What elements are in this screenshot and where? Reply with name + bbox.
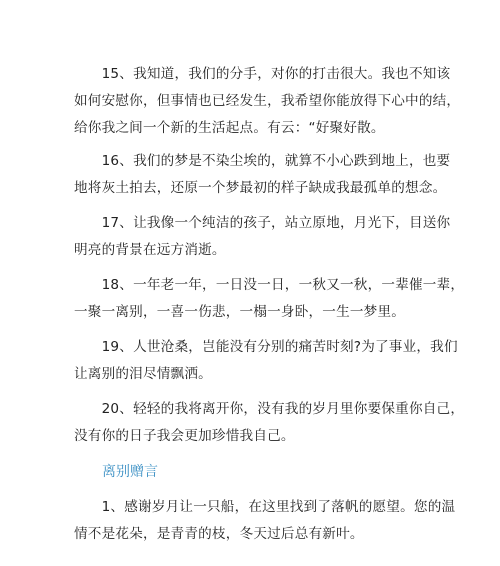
paragraph-line: 一聚一离别，一喜一伤悲，一榻一身卧，一生一梦里。 (74, 304, 406, 320)
paragraph-line: 15、我知道，我们的分手，对你的打击很大。我也不知该 (74, 66, 451, 82)
paragraph-line: 17、让我像一个纯洁的孩子，站立原地，月光下，目送你 (74, 215, 451, 231)
section-heading: 离别赠言 (102, 464, 158, 480)
paragraph-line: 让离别的泪尽情飘洒。 (74, 366, 212, 382)
paragraph-line: 1、感谢岁月让一只船，在这里找到了落帆的愿望。您的温 (74, 499, 456, 515)
paragraph-line: 如何安慰你，但事情也已经发生，我希望你能放得下心中的结， (74, 93, 461, 109)
section-paragraph-1 (74, 494, 456, 548)
paragraph-line: 给你我之间一个新的生活起点。有云：“好聚好散。 (74, 120, 385, 136)
paragraph-16 (74, 148, 451, 202)
paragraph-line: 没有你的日子我会更加珍惜我自己。 (74, 428, 295, 444)
paragraph-line: 情不是花朵，是青青的枝，冬天过后总有新叶。 (74, 526, 364, 542)
paragraph-17 (74, 210, 451, 264)
paragraph-line: 明亮的背景在远方消逝。 (74, 242, 226, 258)
paragraph-line: 19、人世沧桑，岂能没有分别的痛苦时刻?为了事业，我们 (74, 339, 458, 355)
paragraph-line: 地将灰土拍去，还原一个梦最初的样子缺成我最孤单的想念。 (74, 180, 447, 196)
paragraph-line: 16、我们的梦是不染尘埃的，就算不小心跌到地上，也要 (74, 153, 451, 169)
paragraph-20 (74, 396, 465, 450)
paragraph-line: 18、一年老一年，一日没一日，一秋又一秋，一辈催一辈， (74, 277, 465, 293)
paragraph-19 (74, 334, 458, 388)
paragraph-line: 20、轻轻的我将离开你，没有我的岁月里你要保重你自己， (74, 401, 465, 417)
paragraph-15 (74, 61, 461, 142)
paragraph-18 (74, 272, 465, 326)
